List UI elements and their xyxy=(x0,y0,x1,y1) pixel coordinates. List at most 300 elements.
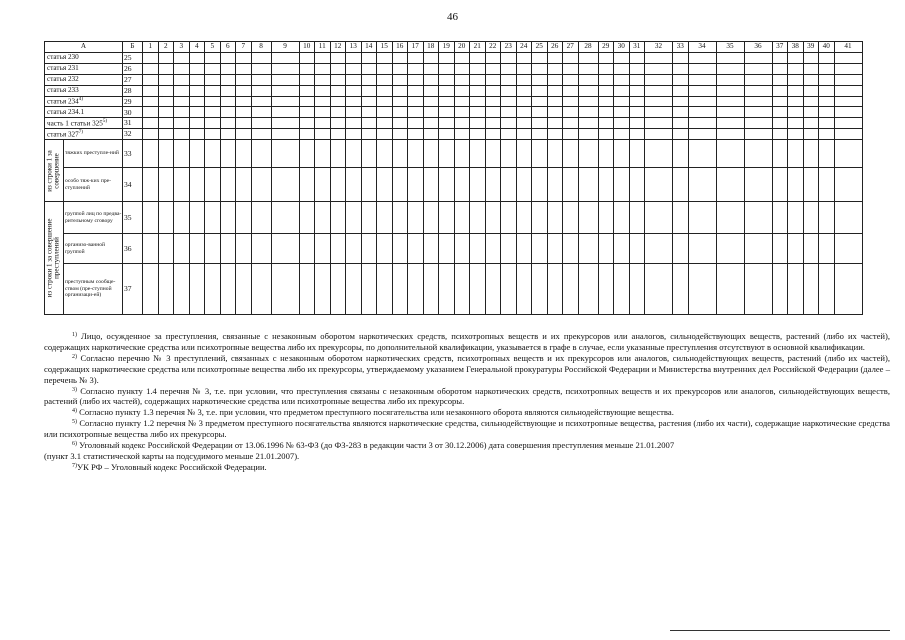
data-cell xyxy=(516,202,532,234)
data-cell xyxy=(563,118,579,129)
data-cell xyxy=(788,129,804,140)
data-cell xyxy=(271,129,299,140)
header-col-30: 30 xyxy=(614,42,630,53)
data-cell xyxy=(470,140,486,168)
data-cell xyxy=(330,140,346,168)
data-cell xyxy=(501,85,517,96)
data-cell xyxy=(236,63,252,74)
data-cell xyxy=(454,63,470,74)
row-label-footnote-marker: 7) xyxy=(78,129,83,135)
data-cell xyxy=(439,63,455,74)
data-cell xyxy=(744,264,772,315)
data-cell xyxy=(189,107,205,118)
data-cell xyxy=(803,63,819,74)
data-cell xyxy=(408,85,424,96)
data-cell xyxy=(614,53,630,64)
data-cell xyxy=(439,118,455,129)
data-cell xyxy=(772,168,788,202)
table-row xyxy=(45,129,863,140)
data-cell xyxy=(578,85,598,96)
data-cell xyxy=(346,202,362,234)
row-code: 30 xyxy=(123,107,143,118)
data-cell xyxy=(501,234,517,264)
data-cell xyxy=(470,74,486,85)
data-cell xyxy=(408,74,424,85)
data-cell xyxy=(189,63,205,74)
row-label xyxy=(45,63,123,74)
data-cell xyxy=(236,129,252,140)
data-cell xyxy=(803,53,819,64)
data-cell xyxy=(271,63,299,74)
data-cell xyxy=(299,85,315,96)
data-cell xyxy=(501,63,517,74)
data-cell xyxy=(673,202,689,234)
row-code: 35 xyxy=(123,202,143,234)
data-cell xyxy=(377,63,393,74)
data-cell xyxy=(158,53,174,64)
data-cell xyxy=(346,74,362,85)
data-cell xyxy=(614,85,630,96)
data-cell xyxy=(716,107,744,118)
data-cell xyxy=(563,202,579,234)
data-cell xyxy=(392,74,408,85)
data-cell xyxy=(532,202,548,234)
data-cell xyxy=(236,264,252,315)
data-cell xyxy=(158,168,174,202)
row-label-text: статья 230 xyxy=(47,53,79,62)
data-cell xyxy=(361,202,377,234)
data-cell xyxy=(716,168,744,202)
data-cell xyxy=(251,74,271,85)
data-cell xyxy=(271,53,299,64)
data-cell xyxy=(346,264,362,315)
data-cell xyxy=(251,234,271,264)
data-cell xyxy=(174,168,190,202)
data-cell xyxy=(236,96,252,107)
data-cell xyxy=(236,168,252,202)
data-cell xyxy=(392,129,408,140)
group-row-label: тяжких преступле-ний xyxy=(64,140,123,168)
data-cell xyxy=(315,234,331,264)
data-cell xyxy=(454,85,470,96)
header-col-11: 11 xyxy=(315,42,331,53)
data-cell xyxy=(189,96,205,107)
data-cell xyxy=(744,96,772,107)
data-cell xyxy=(423,53,439,64)
data-cell xyxy=(408,234,424,264)
data-cell xyxy=(819,129,835,140)
footnote-7-text: УК РФ – Уголовный кодекс Российской Федерации. xyxy=(77,461,267,472)
data-cell xyxy=(629,63,645,74)
data-cell xyxy=(220,107,236,118)
data-cell xyxy=(645,234,673,264)
data-cell xyxy=(688,264,716,315)
data-cell xyxy=(271,264,299,315)
data-cell xyxy=(330,202,346,234)
data-cell xyxy=(205,129,221,140)
data-cell xyxy=(563,264,579,315)
row-label-text: часть 1 статьи 325 xyxy=(47,119,103,128)
data-cell xyxy=(236,118,252,129)
data-cell xyxy=(819,53,835,64)
data-cell xyxy=(501,264,517,315)
group-row-label: группой лиц по предва-рительному сговору xyxy=(64,202,123,234)
data-cell xyxy=(688,53,716,64)
table-row xyxy=(45,202,863,234)
row-label-text: статья 234 xyxy=(47,97,79,106)
data-cell xyxy=(772,107,788,118)
data-cell xyxy=(598,140,614,168)
data-cell xyxy=(819,85,835,96)
header-col-b: Б xyxy=(123,42,143,53)
footnote-4 xyxy=(44,407,890,418)
group-label-organized-crimes xyxy=(45,202,64,315)
data-cell xyxy=(271,96,299,107)
data-cell xyxy=(673,96,689,107)
data-cell xyxy=(408,140,424,168)
header-col-26: 26 xyxy=(547,42,563,53)
data-cell xyxy=(578,53,598,64)
data-cell xyxy=(377,202,393,234)
data-cell xyxy=(392,234,408,264)
data-cell xyxy=(330,74,346,85)
data-cell xyxy=(819,264,835,315)
header-col-13: 13 xyxy=(346,42,362,53)
data-cell xyxy=(158,264,174,315)
data-cell xyxy=(158,107,174,118)
data-cell xyxy=(392,264,408,315)
table-row xyxy=(45,63,863,74)
data-cell xyxy=(158,74,174,85)
table-row xyxy=(45,85,863,96)
table-row xyxy=(45,234,863,264)
data-cell xyxy=(346,168,362,202)
data-cell xyxy=(158,234,174,264)
data-cell xyxy=(251,264,271,315)
data-cell xyxy=(392,53,408,64)
data-cell xyxy=(803,96,819,107)
data-cell xyxy=(501,107,517,118)
data-cell xyxy=(819,96,835,107)
data-cell xyxy=(158,96,174,107)
table-row xyxy=(45,96,863,107)
row-label-footnote-marker: 4) xyxy=(78,97,83,103)
data-cell xyxy=(834,53,862,64)
data-cell xyxy=(673,234,689,264)
data-cell xyxy=(645,129,673,140)
data-cell xyxy=(485,63,501,74)
data-cell xyxy=(516,140,532,168)
data-cell xyxy=(315,140,331,168)
data-cell xyxy=(803,140,819,168)
data-cell xyxy=(439,107,455,118)
header-col-16: 16 xyxy=(392,42,408,53)
data-cell xyxy=(174,202,190,234)
data-cell xyxy=(788,118,804,129)
data-cell xyxy=(361,96,377,107)
data-cell xyxy=(598,53,614,64)
data-cell xyxy=(788,264,804,315)
data-cell xyxy=(501,96,517,107)
group-row-label: организо-ванной группой xyxy=(64,234,123,264)
data-cell xyxy=(598,85,614,96)
data-cell xyxy=(563,168,579,202)
data-cell xyxy=(174,129,190,140)
data-cell xyxy=(220,264,236,315)
data-cell xyxy=(377,234,393,264)
data-cell xyxy=(645,74,673,85)
data-cell xyxy=(578,118,598,129)
data-cell xyxy=(271,234,299,264)
data-cell xyxy=(772,202,788,234)
footnote-4-text: Согласно пункту 1.3 перечня № 3, т.е. при условии, что предметом преступного посягательства или незаконного оборота являются сильнодействующие вещества. xyxy=(79,407,674,418)
data-cell xyxy=(645,85,673,96)
data-cell xyxy=(803,202,819,234)
data-cell xyxy=(454,202,470,234)
data-cell xyxy=(547,264,563,315)
data-cell xyxy=(485,118,501,129)
data-cell xyxy=(205,168,221,202)
header-col-21: 21 xyxy=(470,42,486,53)
data-cell xyxy=(236,85,252,96)
data-cell xyxy=(315,202,331,234)
data-cell xyxy=(688,129,716,140)
data-cell xyxy=(470,129,486,140)
table-row xyxy=(45,140,863,168)
data-cell xyxy=(220,140,236,168)
data-cell xyxy=(688,140,716,168)
table-row xyxy=(45,53,863,64)
data-cell xyxy=(716,85,744,96)
data-cell xyxy=(485,53,501,64)
data-cell xyxy=(330,168,346,202)
data-cell xyxy=(485,234,501,264)
data-cell xyxy=(346,63,362,74)
data-cell xyxy=(516,53,532,64)
data-cell xyxy=(501,118,517,129)
data-cell xyxy=(423,96,439,107)
data-cell xyxy=(220,53,236,64)
header-col-6: 6 xyxy=(220,42,236,53)
data-cell xyxy=(439,140,455,168)
data-cell xyxy=(251,202,271,234)
data-cell xyxy=(629,234,645,264)
data-cell xyxy=(470,264,486,315)
data-cell xyxy=(315,168,331,202)
header-col-a: А xyxy=(45,42,123,53)
data-cell xyxy=(470,234,486,264)
data-cell xyxy=(271,118,299,129)
data-cell xyxy=(205,202,221,234)
data-cell xyxy=(578,129,598,140)
data-cell xyxy=(788,107,804,118)
data-cell xyxy=(330,264,346,315)
data-cell xyxy=(251,85,271,96)
row-label xyxy=(45,118,123,129)
row-code: 27 xyxy=(123,74,143,85)
data-cell xyxy=(174,107,190,118)
data-cell xyxy=(532,96,548,107)
data-cell xyxy=(834,63,862,74)
data-cell xyxy=(143,168,159,202)
data-cell xyxy=(834,85,862,96)
data-cell xyxy=(716,53,744,64)
header-col-29: 29 xyxy=(598,42,614,53)
data-cell xyxy=(377,118,393,129)
data-cell xyxy=(485,129,501,140)
row-label xyxy=(45,85,123,96)
data-cell xyxy=(251,53,271,64)
data-cell xyxy=(547,168,563,202)
data-cell xyxy=(271,140,299,168)
data-cell xyxy=(547,53,563,64)
data-cell xyxy=(598,168,614,202)
data-cell xyxy=(772,74,788,85)
data-cell xyxy=(834,202,862,234)
data-cell xyxy=(392,168,408,202)
data-cell xyxy=(299,63,315,74)
data-cell xyxy=(598,234,614,264)
data-cell xyxy=(315,85,331,96)
data-cell xyxy=(716,264,744,315)
data-cell xyxy=(158,85,174,96)
data-cell xyxy=(439,85,455,96)
data-cell xyxy=(330,96,346,107)
data-cell xyxy=(299,118,315,129)
data-cell xyxy=(205,85,221,96)
data-cell xyxy=(377,74,393,85)
data-cell xyxy=(547,74,563,85)
data-cell xyxy=(598,63,614,74)
data-cell xyxy=(205,107,221,118)
data-cell xyxy=(645,140,673,168)
page-number: 46 xyxy=(447,11,458,23)
data-cell xyxy=(143,107,159,118)
data-cell xyxy=(330,129,346,140)
row-label xyxy=(45,96,123,107)
row-label-text: статья 231 xyxy=(47,64,79,73)
footnote-2-text: Согласно перечню № 3 преступлений, связанных с незаконным оборотом наркотических средств, психотропных веществ и их прекурсоров или аналогов, сильнодействующих веществ, растений (либо их частей), содержащих наркотические средства или психотропные вещества либо их прекурсоры, утверждаемому указанием Генеральной прокуратуры Российской Федерации и Министерства внутренних дел Российской Федерации (далее – перечень № 3). xyxy=(44,352,890,385)
data-cell xyxy=(346,107,362,118)
data-cell xyxy=(744,118,772,129)
data-cell xyxy=(547,107,563,118)
data-cell xyxy=(251,96,271,107)
row-code: 29 xyxy=(123,96,143,107)
data-cell xyxy=(377,53,393,64)
data-cell xyxy=(688,96,716,107)
data-cell xyxy=(614,168,630,202)
data-cell xyxy=(645,53,673,64)
data-cell xyxy=(423,63,439,74)
data-cell xyxy=(598,107,614,118)
data-cell xyxy=(598,74,614,85)
data-cell xyxy=(629,53,645,64)
data-cell xyxy=(532,107,548,118)
data-cell xyxy=(189,264,205,315)
data-cell xyxy=(614,96,630,107)
header-col-33: 33 xyxy=(673,42,689,53)
data-cell xyxy=(788,85,804,96)
data-cell xyxy=(408,168,424,202)
data-cell xyxy=(645,264,673,315)
header-col-27: 27 xyxy=(563,42,579,53)
data-cell xyxy=(578,202,598,234)
data-cell xyxy=(614,202,630,234)
header-col-19: 19 xyxy=(439,42,455,53)
data-cell xyxy=(377,168,393,202)
data-cell xyxy=(598,264,614,315)
data-cell xyxy=(788,96,804,107)
data-cell xyxy=(470,202,486,234)
data-cell xyxy=(220,168,236,202)
data-cell xyxy=(346,129,362,140)
data-cell xyxy=(578,234,598,264)
row-code: 37 xyxy=(123,264,143,315)
header-col-23: 23 xyxy=(501,42,517,53)
data-cell xyxy=(578,264,598,315)
data-cell xyxy=(563,85,579,96)
data-cell xyxy=(629,85,645,96)
data-cell xyxy=(377,85,393,96)
footnote-7 xyxy=(44,462,890,473)
data-cell xyxy=(271,107,299,118)
data-cell xyxy=(716,63,744,74)
data-cell xyxy=(744,107,772,118)
data-cell xyxy=(629,202,645,234)
data-cell xyxy=(361,85,377,96)
data-cell xyxy=(143,96,159,107)
data-cell xyxy=(158,129,174,140)
data-cell xyxy=(315,264,331,315)
data-cell xyxy=(251,168,271,202)
data-cell xyxy=(772,129,788,140)
data-cell xyxy=(744,234,772,264)
header-col-17: 17 xyxy=(408,42,424,53)
data-cell xyxy=(485,140,501,168)
data-cell xyxy=(629,168,645,202)
data-cell xyxy=(315,107,331,118)
data-cell xyxy=(688,202,716,234)
data-cell xyxy=(423,85,439,96)
data-cell xyxy=(220,118,236,129)
data-cell xyxy=(614,129,630,140)
footnote-3 xyxy=(44,386,890,408)
table-row xyxy=(45,74,863,85)
data-cell xyxy=(516,63,532,74)
data-cell xyxy=(716,202,744,234)
data-cell xyxy=(532,53,548,64)
data-cell xyxy=(470,168,486,202)
data-cell xyxy=(330,63,346,74)
data-cell xyxy=(392,85,408,96)
data-cell xyxy=(629,129,645,140)
data-cell xyxy=(377,107,393,118)
data-cell xyxy=(361,63,377,74)
data-cell xyxy=(532,168,548,202)
data-cell xyxy=(158,63,174,74)
data-cell xyxy=(330,118,346,129)
data-cell xyxy=(803,264,819,315)
data-cell xyxy=(220,74,236,85)
data-cell xyxy=(788,234,804,264)
header-col-37: 37 xyxy=(772,42,788,53)
data-cell xyxy=(547,129,563,140)
data-cell xyxy=(205,234,221,264)
data-cell xyxy=(423,140,439,168)
data-cell xyxy=(299,129,315,140)
data-cell xyxy=(205,63,221,74)
data-cell xyxy=(532,118,548,129)
